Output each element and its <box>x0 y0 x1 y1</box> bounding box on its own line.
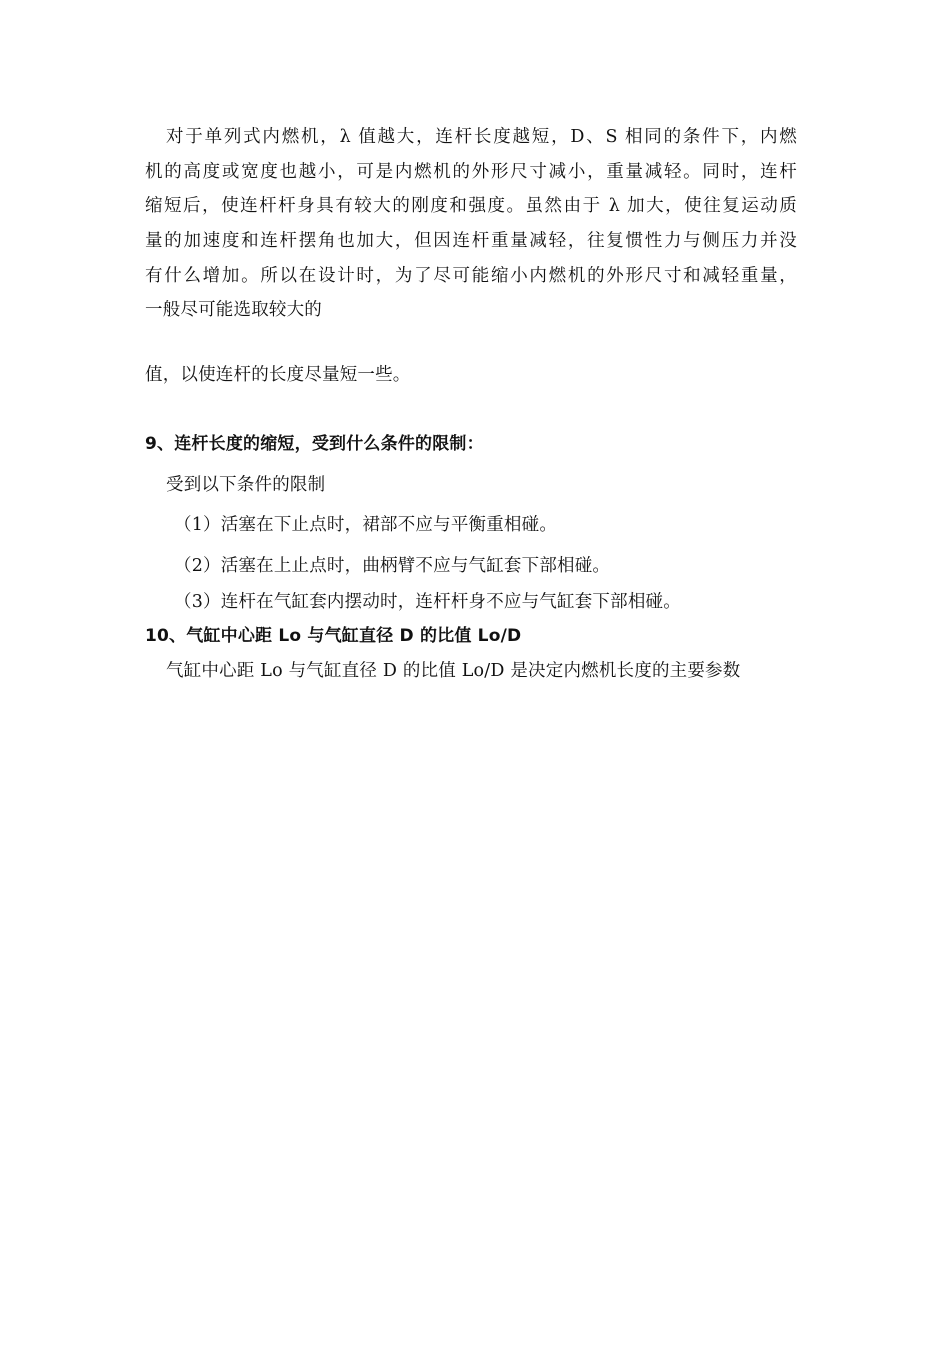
section-9-intro: 受到以下条件的限制 <box>166 475 326 495</box>
section-10-heading: 10、气缸中心距 Lo 与气缸直径 D 的比值 Lo/D <box>145 626 522 646</box>
list-item: （1）活塞在下止点时，裙部不应与平衡重相碰。 <box>174 515 558 535</box>
paragraph-continuation: 值，以使连杆的长度尽量短一些。 <box>145 365 411 385</box>
paragraph-line: 有什么增加。所以在设计时，为了尽可能缩小内燃机的外形尺寸和减轻重量， <box>145 266 797 286</box>
section-10-body: 气缸中心距 Lo 与气缸直径 D 的比值 Lo/D 是决定内燃机长度的主要参数 <box>166 661 741 681</box>
paragraph-line: 缩短后，使连杆杆身具有较大的刚度和强度。虽然由于 λ 加大，使往复运动质 <box>145 196 797 216</box>
list-item: （2）活塞在上止点时，曲柄臂不应与气缸套下部相碰。 <box>174 556 611 576</box>
list-item: （3）连杆在气缸套内摆动时，连杆杆身不应与气缸套下部相碰。 <box>174 592 681 612</box>
paragraph-line: 量的加速度和连杆摆角也加大，但因连杆重量减轻，往复惯性力与侧压力并没 <box>145 231 797 251</box>
paragraph-line: 一般尽可能选取较大的 <box>145 300 322 320</box>
section-9-heading: 9、连杆长度的缩短，受到什么条件的限制： <box>145 434 484 454</box>
paragraph-line: 机的高度或宽度也越小，可是内燃机的外形尺寸减小，重量减轻。同时，连杆 <box>145 162 797 182</box>
paragraph-line: 对于单列式内燃机，λ 值越大，连杆长度越短，D、S 相同的条件下，内燃 <box>166 127 797 147</box>
